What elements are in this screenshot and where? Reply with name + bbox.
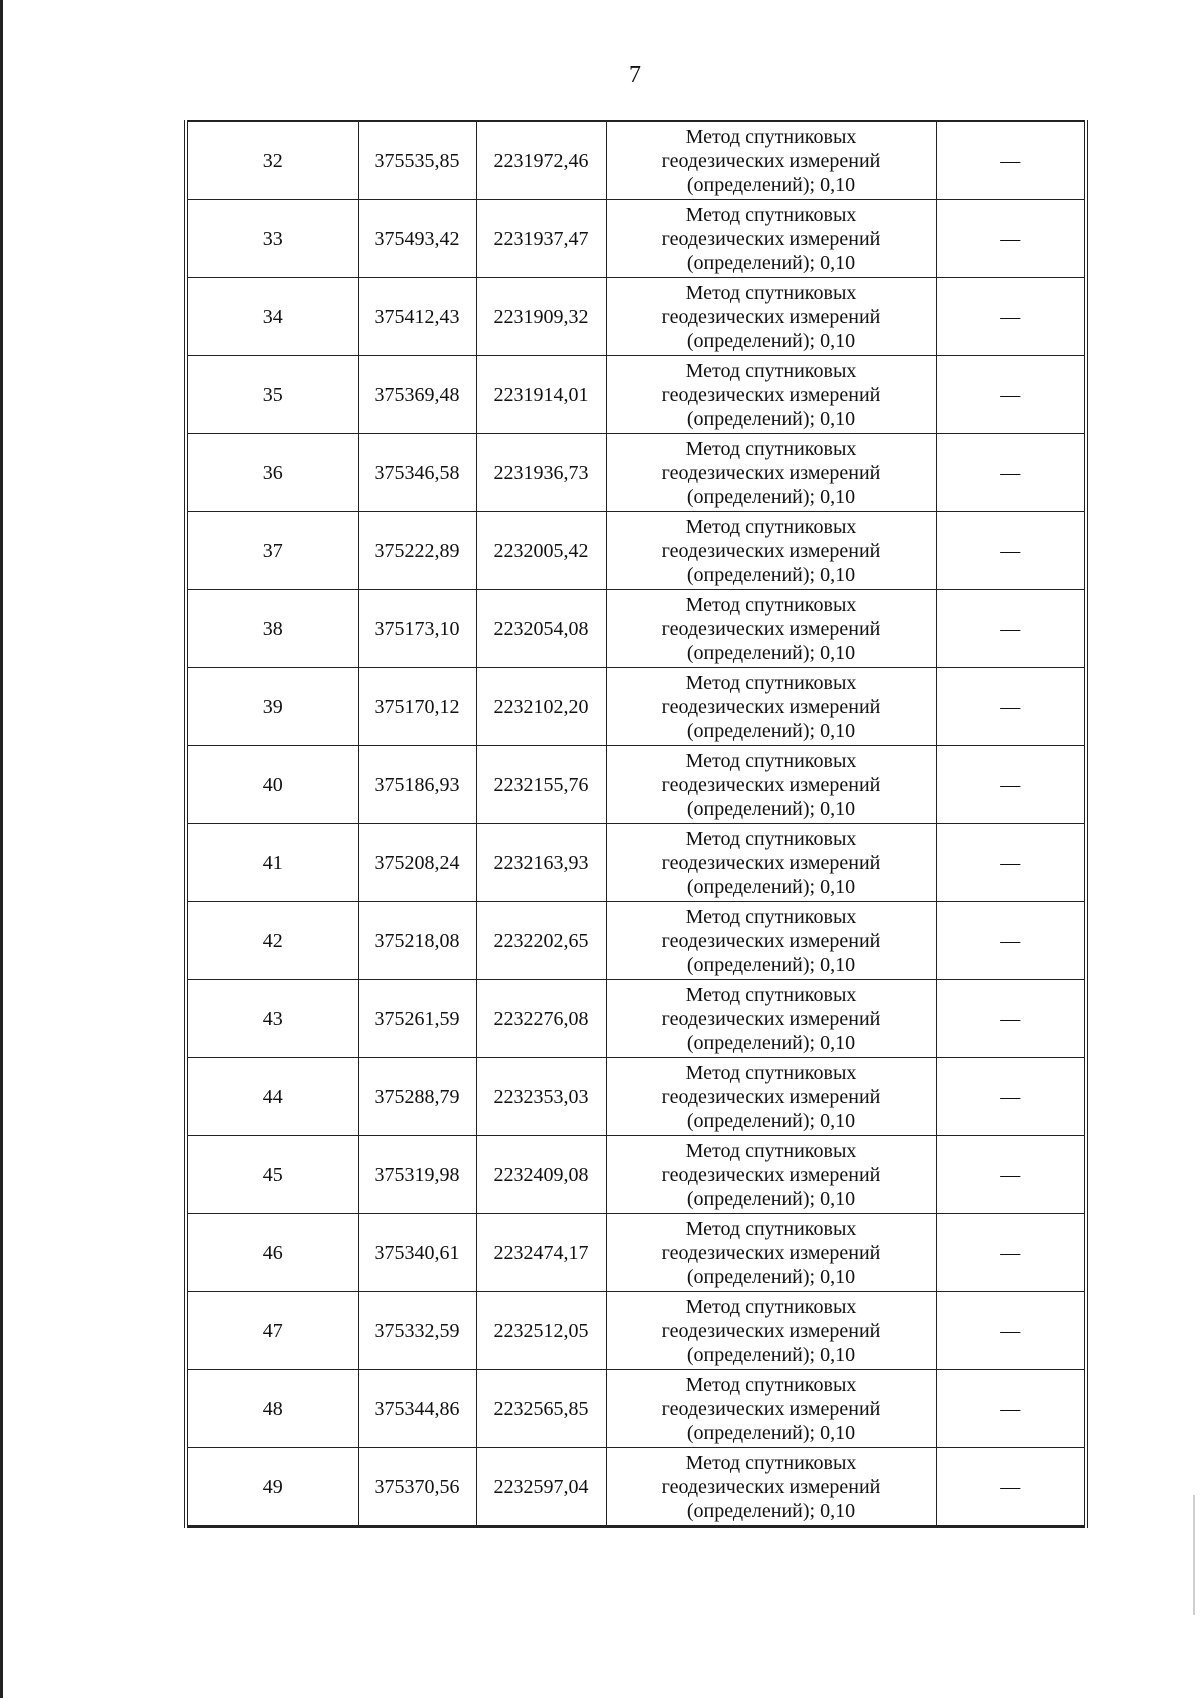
- point-number-cell: 35: [186, 356, 358, 434]
- table-row: [186, 668, 1086, 746]
- table-row: [186, 434, 1086, 512]
- x-coordinate-cell: 375369,48: [358, 356, 476, 434]
- table-row: [186, 824, 1086, 902]
- method-line: Метод спутниковых: [685, 827, 857, 850]
- x-coordinate-cell: 375173,10: [358, 590, 476, 668]
- table-row: [186, 590, 1086, 668]
- table-row: [186, 1136, 1086, 1214]
- method-line: геодезических измерений: [661, 1319, 881, 1342]
- y-coordinate-cell: 2232512,05: [476, 1292, 606, 1370]
- table-row: [186, 200, 1086, 278]
- x-coordinate-cell: 375535,85: [358, 121, 476, 200]
- method-line: геодезических измерений: [661, 695, 881, 718]
- point-number-cell: 49: [186, 1448, 358, 1527]
- method-line: (определений); 0,10: [686, 875, 856, 898]
- description-cell: —: [936, 590, 1086, 668]
- method-line: (определений); 0,10: [686, 1109, 856, 1132]
- y-coordinate-cell: 2232597,04: [476, 1448, 606, 1527]
- method-line: Метод спутниковых: [685, 203, 857, 226]
- method-line: (определений); 0,10: [686, 1031, 856, 1054]
- method-line: Метод спутниковых: [685, 1373, 857, 1396]
- method-line: геодезических измерений: [661, 617, 881, 640]
- y-coordinate-cell: 2232474,17: [476, 1214, 606, 1292]
- method-line: Метод спутниковых: [685, 125, 857, 148]
- y-coordinate-cell: 2231936,73: [476, 434, 606, 512]
- method-line: (определений); 0,10: [686, 1343, 856, 1366]
- method-cell: [606, 1214, 936, 1292]
- method-line: (определений); 0,10: [686, 641, 856, 664]
- table-row: [186, 278, 1086, 356]
- method-line: геодезических измерений: [661, 461, 881, 484]
- x-coordinate-cell: 375222,89: [358, 512, 476, 590]
- coordinates-table: [184, 120, 1088, 1528]
- table-row: [186, 980, 1086, 1058]
- method-line: Метод спутниковых: [685, 1295, 857, 1318]
- method-cell: [606, 590, 936, 668]
- scan-left-edge: [0, 0, 3, 1698]
- method-line: Метод спутниковых: [685, 1217, 857, 1240]
- y-coordinate-cell: 2232163,93: [476, 824, 606, 902]
- x-coordinate-cell: 375344,86: [358, 1370, 476, 1448]
- table-row: [186, 512, 1086, 590]
- x-coordinate-cell: 375261,59: [358, 980, 476, 1058]
- y-coordinate-cell: 2232155,76: [476, 746, 606, 824]
- method-line: (определений); 0,10: [686, 1265, 856, 1288]
- x-coordinate-cell: 375319,98: [358, 1136, 476, 1214]
- method-cell: [606, 980, 936, 1058]
- x-coordinate-cell: 375370,56: [358, 1448, 476, 1527]
- x-coordinate-cell: 375218,08: [358, 902, 476, 980]
- method-line: Метод спутниковых: [685, 1451, 857, 1474]
- description-cell: —: [936, 980, 1086, 1058]
- x-coordinate-cell: 375288,79: [358, 1058, 476, 1136]
- point-number-cell: 33: [186, 200, 358, 278]
- x-coordinate-cell: 375332,59: [358, 1292, 476, 1370]
- x-coordinate-cell: 375208,24: [358, 824, 476, 902]
- point-number-cell: 36: [186, 434, 358, 512]
- method-cell: [606, 200, 936, 278]
- method-line: геодезических измерений: [661, 1475, 881, 1498]
- method-line: (определений); 0,10: [686, 407, 856, 430]
- method-cell: [606, 668, 936, 746]
- method-cell: [606, 278, 936, 356]
- table-row: [186, 1370, 1086, 1448]
- table-row: [186, 1214, 1086, 1292]
- point-number-cell: 43: [186, 980, 358, 1058]
- y-coordinate-cell: 2231972,46: [476, 121, 606, 200]
- table-row: [186, 1058, 1086, 1136]
- table-row: [186, 746, 1086, 824]
- y-coordinate-cell: 2232202,65: [476, 902, 606, 980]
- method-line: (определений); 0,10: [686, 485, 856, 508]
- method-line: (определений); 0,10: [686, 797, 856, 820]
- point-number-cell: 37: [186, 512, 358, 590]
- point-number-cell: 46: [186, 1214, 358, 1292]
- table-row: [186, 356, 1086, 434]
- method-line: геодезических измерений: [661, 1241, 881, 1264]
- method-cell: [606, 1448, 936, 1527]
- description-cell: —: [936, 512, 1086, 590]
- page-number: 7: [629, 62, 641, 88]
- method-line: геодезических измерений: [661, 383, 881, 406]
- method-cell: [606, 512, 936, 590]
- y-coordinate-cell: 2232353,03: [476, 1058, 606, 1136]
- point-number-cell: 48: [186, 1370, 358, 1448]
- x-coordinate-cell: 375340,61: [358, 1214, 476, 1292]
- point-number-cell: 41: [186, 824, 358, 902]
- y-coordinate-cell: 2232102,20: [476, 668, 606, 746]
- method-cell: [606, 356, 936, 434]
- method-line: (определений); 0,10: [686, 953, 856, 976]
- description-cell: —: [936, 902, 1086, 980]
- method-line: Метод спутниковых: [685, 983, 857, 1006]
- method-line: Метод спутниковых: [685, 905, 857, 928]
- method-line: геодезических измерений: [661, 1163, 881, 1186]
- method-cell: [606, 824, 936, 902]
- point-number-cell: 42: [186, 902, 358, 980]
- point-number-cell: 47: [186, 1292, 358, 1370]
- description-cell: —: [936, 121, 1086, 200]
- method-line: Метод спутниковых: [685, 437, 857, 460]
- method-line: геодезических измерений: [661, 773, 881, 796]
- description-cell: —: [936, 746, 1086, 824]
- y-coordinate-cell: 2232565,85: [476, 1370, 606, 1448]
- description-cell: —: [936, 1058, 1086, 1136]
- point-number-cell: 44: [186, 1058, 358, 1136]
- method-line: Метод спутниковых: [685, 593, 857, 616]
- method-line: (определений); 0,10: [686, 251, 856, 274]
- method-line: (определений); 0,10: [686, 173, 856, 196]
- point-number-cell: 45: [186, 1136, 358, 1214]
- point-number-cell: 32: [186, 121, 358, 200]
- x-coordinate-cell: 375186,93: [358, 746, 476, 824]
- table-row: [186, 1448, 1086, 1527]
- method-line: Метод спутниковых: [685, 515, 857, 538]
- x-coordinate-cell: 375170,12: [358, 668, 476, 746]
- point-number-cell: 38: [186, 590, 358, 668]
- x-coordinate-cell: 375493,42: [358, 200, 476, 278]
- y-coordinate-cell: 2231914,01: [476, 356, 606, 434]
- point-number-cell: 34: [186, 278, 358, 356]
- description-cell: —: [936, 668, 1086, 746]
- point-number-cell: 40: [186, 746, 358, 824]
- y-coordinate-cell: 2231909,32: [476, 278, 606, 356]
- method-line: (определений); 0,10: [686, 563, 856, 586]
- method-cell: [606, 1370, 936, 1448]
- method-line: Метод спутниковых: [685, 749, 857, 772]
- x-coordinate-cell: 375412,43: [358, 278, 476, 356]
- method-cell: [606, 434, 936, 512]
- method-line: геодезических измерений: [661, 851, 881, 874]
- method-line: (определений); 0,10: [686, 1421, 856, 1444]
- method-cell: [606, 902, 936, 980]
- method-line: (определений); 0,10: [686, 719, 856, 742]
- description-cell: —: [936, 1136, 1086, 1214]
- method-line: Метод спутниковых: [685, 671, 857, 694]
- description-cell: —: [936, 1292, 1086, 1370]
- x-coordinate-cell: 375346,58: [358, 434, 476, 512]
- method-cell: [606, 121, 936, 200]
- description-cell: —: [936, 824, 1086, 902]
- method-line: геодезических измерений: [661, 227, 881, 250]
- table-row: [186, 902, 1086, 980]
- method-line: геодезических измерений: [661, 305, 881, 328]
- point-number-cell: 39: [186, 668, 358, 746]
- y-coordinate-cell: 2232276,08: [476, 980, 606, 1058]
- description-cell: —: [936, 434, 1086, 512]
- description-cell: —: [936, 1370, 1086, 1448]
- y-coordinate-cell: 2232005,42: [476, 512, 606, 590]
- method-line: Метод спутниковых: [685, 359, 857, 382]
- method-line: геодезических измерений: [661, 1397, 881, 1420]
- method-line: геодезических измерений: [661, 149, 881, 172]
- method-line: Метод спутниковых: [685, 281, 857, 304]
- scan-right-mark: [1193, 1495, 1195, 1615]
- table-row: [186, 1292, 1086, 1370]
- method-cell: [606, 746, 936, 824]
- y-coordinate-cell: 2231937,47: [476, 200, 606, 278]
- method-line: геодезических измерений: [661, 539, 881, 562]
- method-line: (определений); 0,10: [686, 329, 856, 352]
- description-cell: —: [936, 356, 1086, 434]
- y-coordinate-cell: 2232409,08: [476, 1136, 606, 1214]
- y-coordinate-cell: 2232054,08: [476, 590, 606, 668]
- method-line: геодезических измерений: [661, 929, 881, 952]
- table-row: [186, 121, 1086, 200]
- description-cell: —: [936, 278, 1086, 356]
- method-line: (определений); 0,10: [686, 1187, 856, 1210]
- method-line: Метод спутниковых: [685, 1139, 857, 1162]
- coordinates-table-body: [186, 121, 1086, 1527]
- method-line: геодезических измерений: [661, 1007, 881, 1030]
- description-cell: —: [936, 1448, 1086, 1527]
- description-cell: —: [936, 1214, 1086, 1292]
- method-line: Метод спутниковых: [685, 1061, 857, 1084]
- method-line: геодезических измерений: [661, 1085, 881, 1108]
- method-line: (определений); 0,10: [686, 1499, 856, 1522]
- method-cell: [606, 1058, 936, 1136]
- method-cell: [606, 1292, 936, 1370]
- method-cell: [606, 1136, 936, 1214]
- description-cell: —: [936, 200, 1086, 278]
